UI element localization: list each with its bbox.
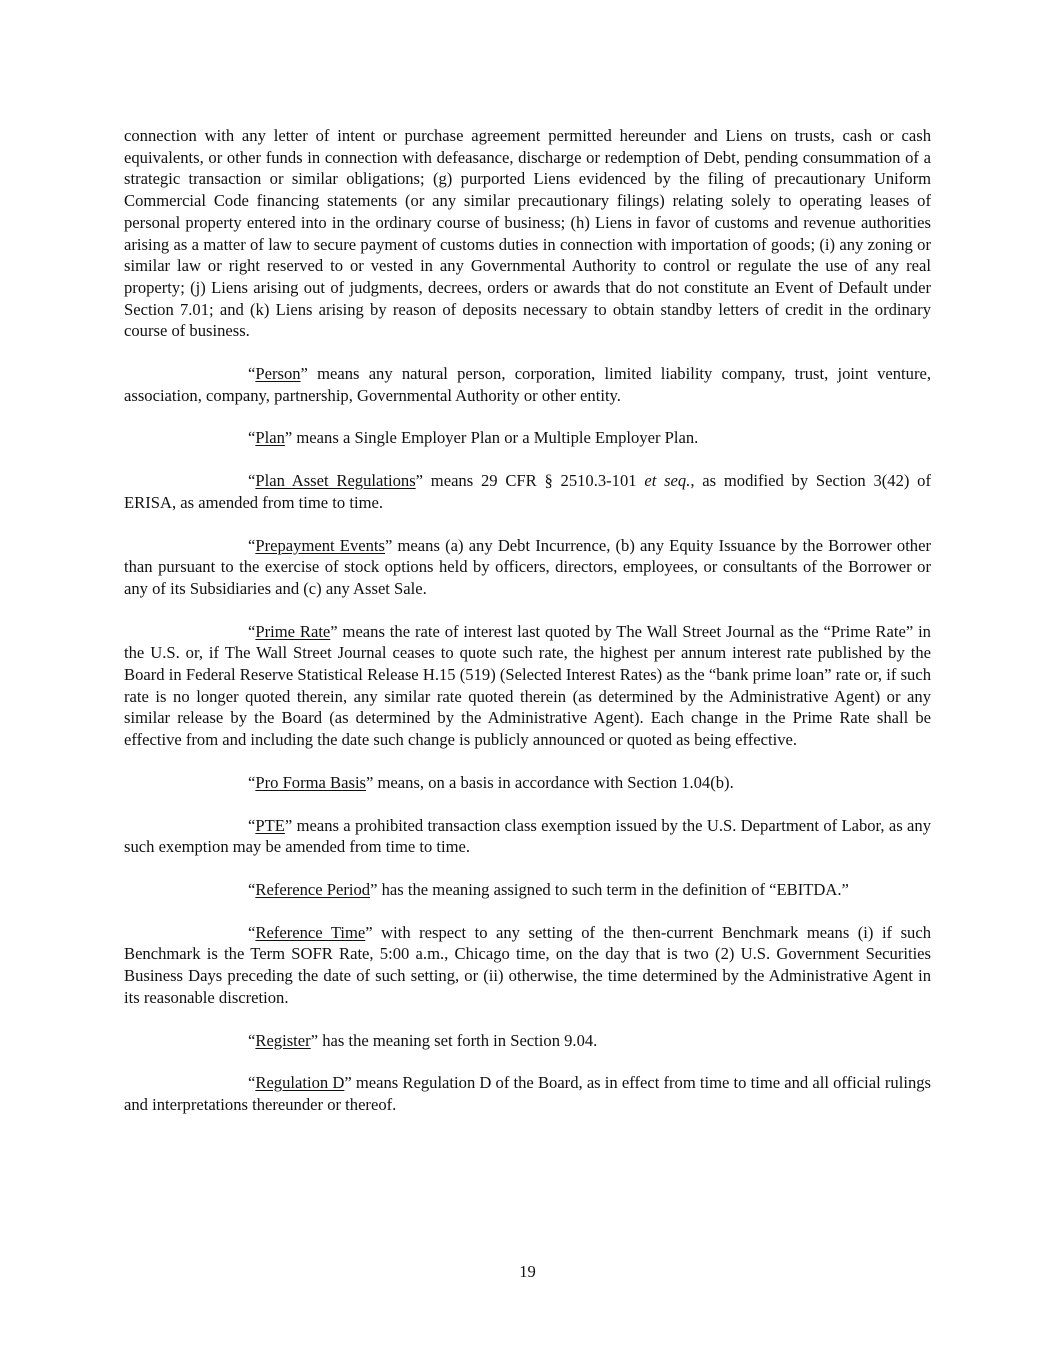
definition-pro-forma-basis [124,772,931,794]
open-quote: “ [248,879,256,899]
defined-term: Person [255,364,301,384]
definition-text: ” has the meaning assigned to such term in the definition of “EBITDA.” [370,879,849,899]
definition-text-after: , as modified by Section 3(42) of ERISA, as amended from time to time. [124,471,931,512]
open-quote: “ [248,1073,256,1093]
defined-term: Reference Period [255,879,371,899]
defined-term: Register [255,1030,311,1050]
page-number: 19 [519,1262,536,1281]
definition-register [124,1030,931,1052]
definition-text: ” means Regulation D of the Board, as in effect from time to time and all official rulings and interpretations thereunder or thereof. [124,1073,931,1114]
defined-term: Regulation D [255,1073,345,1093]
definition-text: ” means any natural person, corporation, limited liability company, trust, joint venture, association, company, partnership, Governmental Authority or other entity. [124,364,931,405]
definition-text: ” means the rate of interest last quoted by The Wall Street Journal as the “Prime Rate” in the U.S. or, if The Wall Street Journal ceases to quote such rate, the highest per annum interest rate published by the Board in Federal Reserve Statistical Release H.15 (519) (Selected Interest Rates) as the “bank prime loan” rate or, if such rate is no longer quoted therein, any similar rate quoted therein (as determined by the Administrative Agent) or any similar release by the Board (as determined by the Administrative Agent). Each change in the Prime Rate shall be effective from and including the date such change is publicly announced or quoted as being effective. [124,621,931,750]
definition-text: ” with respect to any setting of the then-current Benchmark means (i) if such Benchmark is the Term SOFR Rate, 5:00 a.m., Chicago time, on the day that is two (2) U.S. Government Securities Business Days preceding the date of such setting, or (ii) otherwise, the time determined by the Administrative Agent in its reasonable discretion. [124,922,931,1007]
definition-prepayment-events [124,535,931,600]
open-quote: “ [248,471,256,491]
defined-term: PTE [255,815,285,835]
document-page [124,125,931,1137]
definition-prime-rate [124,621,931,751]
definition-reference-time [124,922,931,1009]
definition-text: ” means a prohibited transaction class exemption issued by the U.S. Department of Labor, as any such exemption may be amended from time to time. [124,815,931,857]
definition-italic-text: et seq. [644,471,691,491]
definition-reference-period [124,879,931,901]
definition-text: ” means 29 CFR § 2510.3-101 [415,471,645,491]
open-quote: “ [248,364,256,384]
open-quote: “ [248,815,256,835]
defined-term: Prepayment Events [255,535,385,555]
definition-plan [124,427,931,449]
definition-person [124,363,931,406]
open-quote: “ [248,922,256,942]
defined-term: Pro Forma Basis [255,772,367,792]
open-quote: “ [248,1030,256,1050]
definition-regulation-d [124,1072,931,1115]
definition-text: ” has the meaning set forth in Section 9.04. [310,1030,598,1050]
intro-paragraph: connection with any letter of intent or purchase agreement permitted hereunder and Liens on trusts, cash or cash equivalents, or other funds in connection with defeasance, discharge or redemption of Debt, pending consummation of a strategic transaction or similar obligations; (g) purported Liens evidenced by the filing of precautionary Uniform Commercial Code financing statements (or any similar precautionary filings) relating solely to operating leases of personal property entered into in the ordinary course of business; (h) Liens in favor of customs and revenue authorities arising as a matter of law to secure payment of customs duties in connection with importation of goods; (i) any zoning or similar law or right reserved to or vested in any Governmental Authority to control or regulate the use of any real property; (j) Liens arising out of judgments, decrees, orders or awards that do not constitute an Event of Default under Section 7.01; and (k) Liens arising by reason of deposits necessary to obtain standby letters of credit in the ordinary course of business. [124,126,931,341]
definition-text: ” means (a) any Debt Incurrence, (b) any Equity Issuance by the Borrower other than pursuant to the exercise of stock options held by officers, directors, employees, or consultants of the Borrower or any of its Subsidiaries and (c) any Asset Sale. [124,535,931,598]
open-quote: “ [248,621,256,641]
defined-term: Reference Time [255,922,366,942]
open-quote: “ [248,535,256,555]
definition-text: ” means, on a basis in accordance with Section 1.04(b). [366,772,734,792]
open-quote: “ [248,428,256,448]
definition-text: ” means a Single Employer Plan or a Multiple Employer Plan. [284,428,699,448]
defined-term: Plan [255,428,285,448]
definition-pte [124,815,931,858]
defined-term: Prime Rate [255,621,331,641]
definition-plan-asset-regulations [124,470,931,513]
open-quote: “ [248,772,256,792]
defined-term: Plan Asset Regulations [255,471,416,491]
